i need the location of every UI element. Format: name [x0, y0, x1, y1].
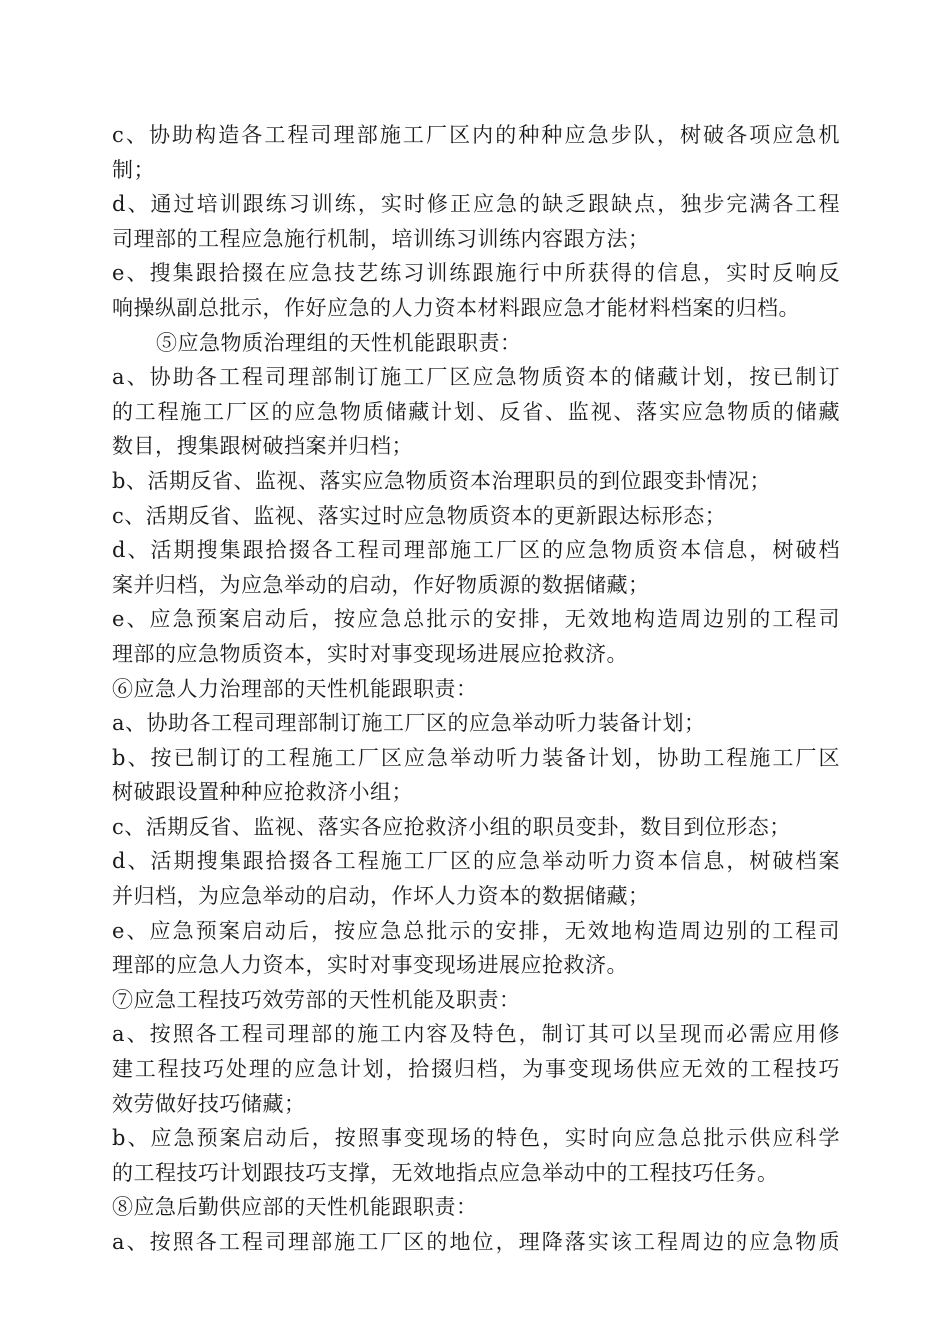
text-line: d、活期搜集跟拾掇各工程司理部施工厂区的应急物质资本信息，树破档	[112, 538, 840, 563]
text-line: 的工程施工厂区的应急物质储藏计划、反省、监视、落实应急物质的储藏	[112, 399, 840, 424]
text-line: 理部的应急人力资本，实时对事变现场进展应抢救济。	[112, 953, 628, 978]
text-line: 司理部的工程应急施行机制，培训练习训练内容跟方法；	[112, 226, 650, 251]
text-line: a、按照各工程司理部施工厂区的地位，理降落实该工程周边的应急物质	[112, 1230, 840, 1254]
section-heading: ⑤应急物质治理组的天性机能跟职责：	[156, 330, 522, 355]
text-line: e、应急预案启动后，按应急总批示的安排，无效地构造周边别的工程司	[112, 607, 840, 632]
text-line: 案并归档，为应急举动的启动，作好物质源的数据储藏；	[112, 572, 650, 597]
document-body	[112, 118, 840, 1260]
text-line: 数目，搜集跟树破挡案并归档；	[112, 434, 413, 459]
text-line: a、协助各工程司理部制订施工厂区的应急举动听力装备计划；	[112, 711, 706, 736]
text-line: c、活期反省、监视、落实各应抢救济小组的职员变卦，数目到位形态；	[112, 814, 791, 839]
text-line: a、协助各工程司理部制订施工厂区应急物质资本的储藏计划，按已制订	[112, 365, 840, 390]
text-line: e、应急预案启动后，按应急总批示的安排，无效地构造周边别的工程司	[112, 918, 840, 943]
text-line: b、应急预案启动后，按照事变现场的特色，实时向应急总批示供应科学	[112, 1126, 840, 1151]
text-line: 效劳做好技巧储藏；	[112, 1091, 306, 1116]
section-heading: ⑥应急人力治理部的天性机能跟职责：	[112, 676, 478, 701]
text-line: b、按已制订的工程施工厂区应急举动听力装备计划，协助工程施工厂区	[112, 745, 840, 770]
text-line: 理部的应急物质资本，实时对事变现场进展应抢救济。	[112, 641, 628, 666]
section-heading: ⑦应急工程技巧效劳部的天性机能及职责：	[112, 987, 521, 1012]
text-line: 建工程技巧处理的应急计划，拾掇归档，为事变现场供应无效的工程技巧	[112, 1057, 840, 1082]
text-line: c、活期反省、监视、落实过时应急物质资本的更新跟达标形态；	[112, 503, 727, 528]
text-line: 并归档，为应急举动的启动，作坏人力资本的数据储藏；	[112, 884, 650, 909]
text-line: a、按照各工程司理部的施工内容及特色，制订其可以呈现而必需应用修	[112, 1022, 840, 1047]
text-line: e、搜集跟拾掇在应急技艺练习训练跟施行中所获得的信息，实时反响反	[112, 261, 840, 286]
text-line: 树破跟设置种种应抢救济小组；	[112, 780, 413, 805]
text-line: d、通过培训跟练习训练，实时修正应急的缺乏跟缺点，独步完满各工程	[112, 192, 840, 217]
section-heading: ⑧应急后勤供应部的天性机能跟职责：	[112, 1195, 478, 1220]
text-line: 制；	[112, 157, 155, 182]
text-line: c、协助构造各工程司理部施工厂区内的种种应急步队，树破各项应急机	[112, 123, 840, 147]
text-line: 的工程技巧计划跟技巧支撑，无效地指点应急举动中的工程技巧任务。	[112, 1160, 779, 1185]
text-line: 响操纵副总批示，作好应急的人力资本材料跟应急才能材料档案的归档。	[112, 295, 800, 320]
text-line: b、活期反省、监视、落实应急物质资本治理职员的到位跟变卦情况；	[112, 468, 771, 493]
text-line: d、活期搜集跟拾掇各工程施工厂区的应急举动听力资本信息，树破档案	[112, 849, 840, 874]
